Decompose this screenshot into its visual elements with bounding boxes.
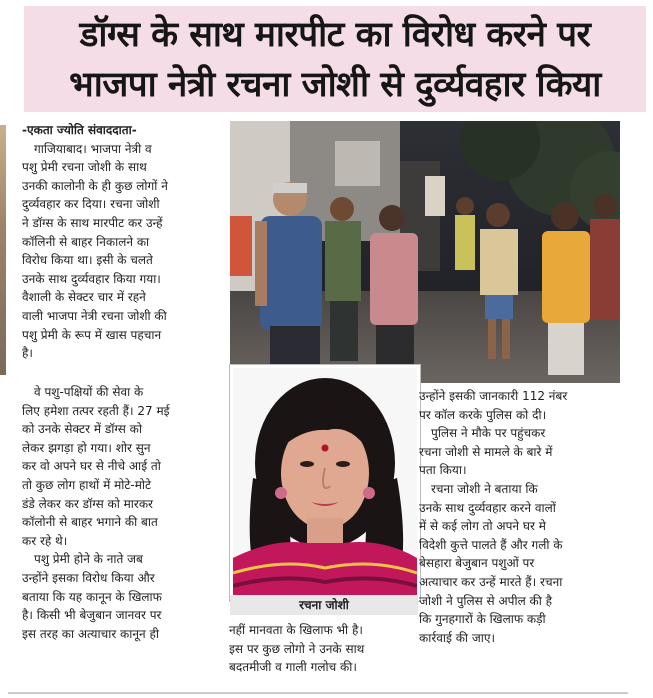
col3-line: पर कॉल करके पुलिस को दी। xyxy=(419,407,547,422)
col3-line: उन्होंने इसकी जानकारी 112 नंबर xyxy=(419,389,568,403)
col2-line: नहीं मानवता के खिलाफ भी है। xyxy=(229,623,363,637)
col1b-line: है। किसी भी बेजुबान जानवर पर xyxy=(22,608,162,623)
col1-line: कॉलिनी से बाहर निकालने का xyxy=(22,234,150,249)
col3-line: रचना जोशी से मामले के बारे में xyxy=(419,444,553,459)
crowd-photo xyxy=(230,121,620,383)
col1-line: ने डॉग्स के साथ मारपीट कर उन्हें xyxy=(22,215,163,230)
adjacent-article-edge xyxy=(0,125,6,375)
portrait-photo xyxy=(230,365,420,601)
col3-line: जोशी ने पुलिस से अपील की है xyxy=(419,593,553,608)
col3-line: कि गुनहगारों के खिलाफ कड़ी xyxy=(419,612,546,627)
col1-line: विरोध किया था। इसी के चलते xyxy=(22,253,153,268)
col3-line: उनके साथ दुर्व्यवहार करने वालों xyxy=(419,500,556,515)
col3-line: कार्रवाई की जाए। xyxy=(419,630,496,645)
col1b-line: लिए हमेशा तत्पर रहती हैं। 27 मई xyxy=(22,403,170,418)
col2-line: बदतमीजी व गाली गलोच की। xyxy=(229,660,357,675)
col1-line: पशु प्रेमी रचना जोशी के साथ xyxy=(22,160,147,175)
byline: -एकता ज्योति संवाददाता- xyxy=(22,123,137,137)
portrait-illustration xyxy=(233,368,417,598)
col3-line: विदेशी कुत्ते पालते हैं और गली के xyxy=(419,537,563,552)
col1-line: दुर्व्यवहार कर दिया। रचना जोशी xyxy=(22,197,160,212)
crowd-photo-illustration xyxy=(230,121,620,383)
article-column-1-bottom xyxy=(22,383,223,643)
col3-line: रचना जोशी ने बताया कि xyxy=(431,481,538,496)
headline-line-2: भाजपा नेत्री रचना जोशी से दुर्व्यवहार किया xyxy=(69,65,601,105)
col1b-line: उन्होंने इसका विरोध किया और xyxy=(22,570,155,585)
col1b-line: इस तरह का अत्याचार कानून ही xyxy=(22,626,159,641)
headline-line-1: डॉग्स के साथ मारपीट का विरोध करने पर xyxy=(79,15,591,55)
col1b-line: डंडे लेकर कर डॉग्स को मारकर xyxy=(22,496,153,511)
col1b-line: पशु प्रेमी होने के नाते जब xyxy=(34,552,143,567)
article-column-3 xyxy=(419,387,617,647)
col1b-line: कर वो अपने घर से नीचे आई तो xyxy=(22,459,161,474)
article-column-1-top xyxy=(22,121,223,363)
col1b-line: कॉलोनी से बाहर भगाने की बात xyxy=(22,515,158,530)
col1-line: वाली भाजपा नेत्री रचना जोशी की xyxy=(22,308,167,323)
photo-caption: रचना जोशी xyxy=(230,595,418,615)
col1-line: उनके साथ दुर्व्यवहार किया गया। xyxy=(22,271,161,286)
col1b-line: लेकर झगड़ा हो गया। शोर सुन xyxy=(22,440,151,455)
col1-line: उनकी कालोनी के ही कुछ लोगों ने xyxy=(22,178,168,193)
clipping-bottom-edge xyxy=(8,692,628,694)
col3-line: पुलिस ने मौके पर पहुंचकर xyxy=(431,426,546,441)
col2-line: इस पर कुछ लोगो ने उनके साथ xyxy=(229,641,365,656)
col3-line: पता किया। xyxy=(419,463,467,478)
col1-line: गाजियाबाद। भाजपा नेत्री व xyxy=(34,141,152,156)
col1-line: पशु प्रेमी के रूप में खास पहचान xyxy=(22,327,162,342)
headline-block xyxy=(24,6,646,112)
col3-line: अत्याचार कर उन्हें मारते हैं। रचना xyxy=(419,574,563,589)
article-column-2 xyxy=(229,621,415,677)
col1b-line: कर रहे थे। xyxy=(22,533,68,548)
col1-line: है। xyxy=(22,346,33,361)
col3-line: बेसहारा बेजुबान पशुओं पर xyxy=(419,556,535,571)
col3-line: में से कई लोग तो अपने घर मे xyxy=(419,519,546,534)
col1b-line: को उनके सेक्टर में डॉग्स को xyxy=(22,422,142,437)
col1-line: वैशाली के सेक्टर चार में रहने xyxy=(22,290,146,305)
col1b-line: बताया कि यह कानून के खिलाफ xyxy=(22,589,162,604)
col1b-line: वे पशु-पक्षियों की सेवा के xyxy=(34,385,144,399)
col1b-line: तो कुछ लोग हाथों में मोटे-मोटे xyxy=(22,477,152,492)
